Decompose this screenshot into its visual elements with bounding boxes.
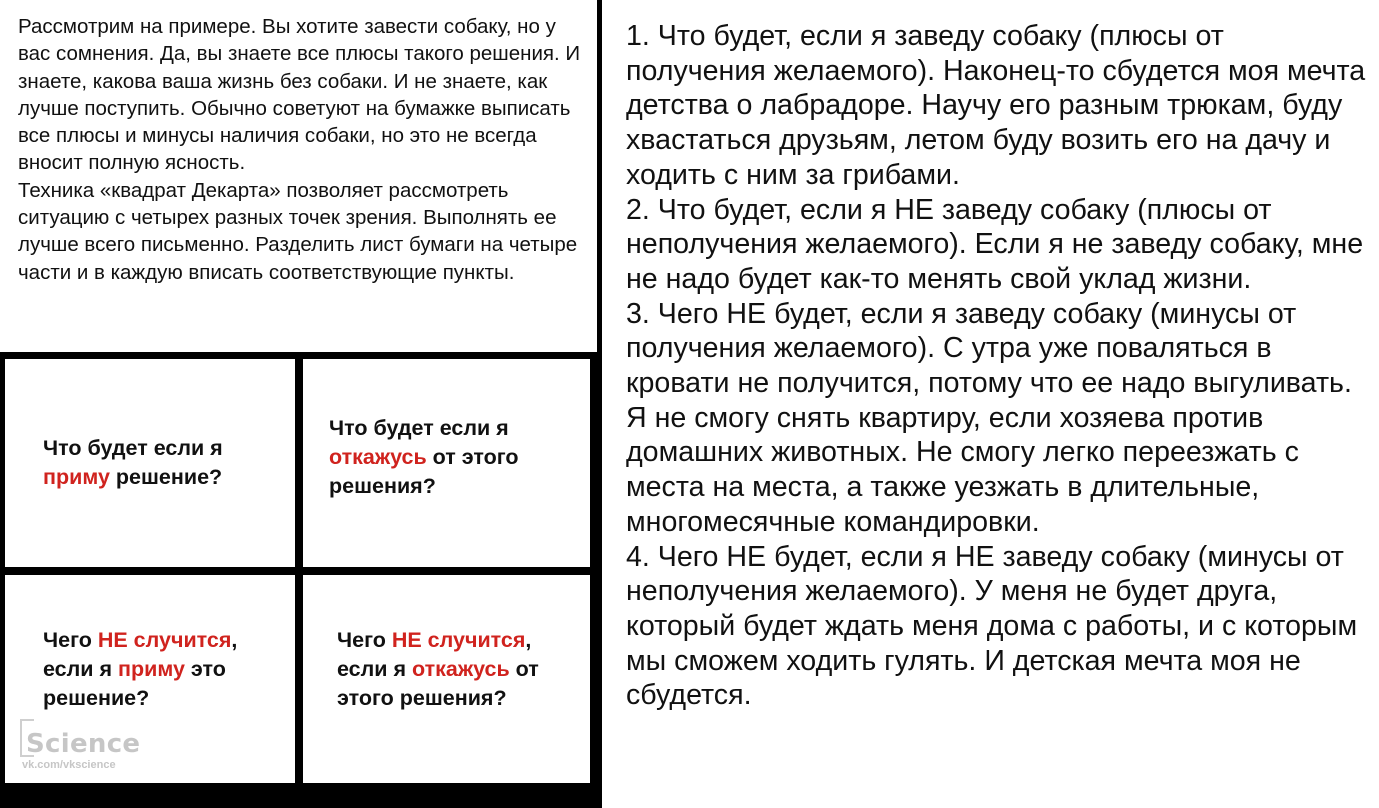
explanation-item-1: 1. Что будет, если я заведу собаку (плюсы от получения желаемого). Наконец-то сбудется моя мечта детства о лабрадоре. Научу его разным трюкам, буду хвастаться друзьям, летом буду возить его на дачу и ходить с ним за грибами. (626, 20, 1366, 191)
explanation-item-2: 2. Что будет, если я НЕ заведу собаку (плюсы от неполучения желаемого). Если я не заведу собаку, мне не надо будет как-то менять свой уклад жизни. (626, 193, 1364, 295)
science-watermark-logo (20, 717, 141, 773)
watermark-name: Science (26, 729, 141, 759)
quadrant-3-keyword-2: приму (118, 657, 185, 681)
quadrant-1-question: Что будет если я приму решение? (43, 436, 223, 489)
explanation-item-3: 3. Чего НЕ будет, если я заведу собаку (минусы от получения желаемого). С утра уже поваляться в кровати не получится, потому что ее надо выгуливать. Я не смогу снять квартиру, если хозяева против домашних животных. Не смогу легко переезжать с места на места, а также уезжать в длительные, многомесячные командировки. (626, 297, 1352, 538)
quadrant-4-keyword-1: НЕ случится (391, 628, 526, 652)
quadrant-top-right (303, 359, 590, 567)
intro-text-block (0, 0, 597, 352)
explanation-item-4: 4. Чего НЕ будет, если я НЕ заведу собаку (минусы от неполучения желаемого). У меня не будет друга, который будет ждать меня дома с работы, и с которым мы сможем ходить гулять. И детская мечта моя не сбудется. (626, 540, 1358, 712)
quadrant-1-keyword: приму (43, 465, 110, 489)
watermark-url: vk.com/vkscience (22, 759, 116, 771)
intro-paragraph-2: Техника «квадрат Декарта» позволяет рассмотреть ситуацию с четырех разных точек зрения. Выполнять ее лучше всего письменно. Разделить лист бумаги на четыре части и в каждую вписать соответствующие пункты. (18, 178, 578, 284)
quadrant-bottom-left (5, 575, 295, 783)
explanation-text-block (602, 0, 1379, 808)
quadrant-3-question: Чего НЕ случится, если я приму это решение? (43, 628, 238, 710)
quadrant-4-question: Чего НЕ случится, если я откажусь от этого решения? (337, 628, 539, 710)
quadrant-bottom-right (303, 575, 590, 783)
quadrant-2-question: Что будет если я откажусь от этого решения? (329, 416, 519, 498)
quadrant-top-left (5, 359, 295, 567)
intro-paragraph-1: Рассмотрим на примере. Вы хотите завести собаку, но у вас сомнения. Да, вы знаете все плюсы такого решения. И знаете, какова ваша жизнь без собаки. И не знаете, как лучше поступить. Обычно советуют на бумажке выписать все плюсы и минусы наличия собаки, но это не всегда вносит полную ясность. (18, 15, 581, 175)
quadrant-2-keyword: откажусь (329, 445, 427, 469)
quadrant-4-keyword-2: откажусь (412, 657, 510, 681)
quadrant-3-keyword-1: НЕ случится (97, 628, 232, 652)
